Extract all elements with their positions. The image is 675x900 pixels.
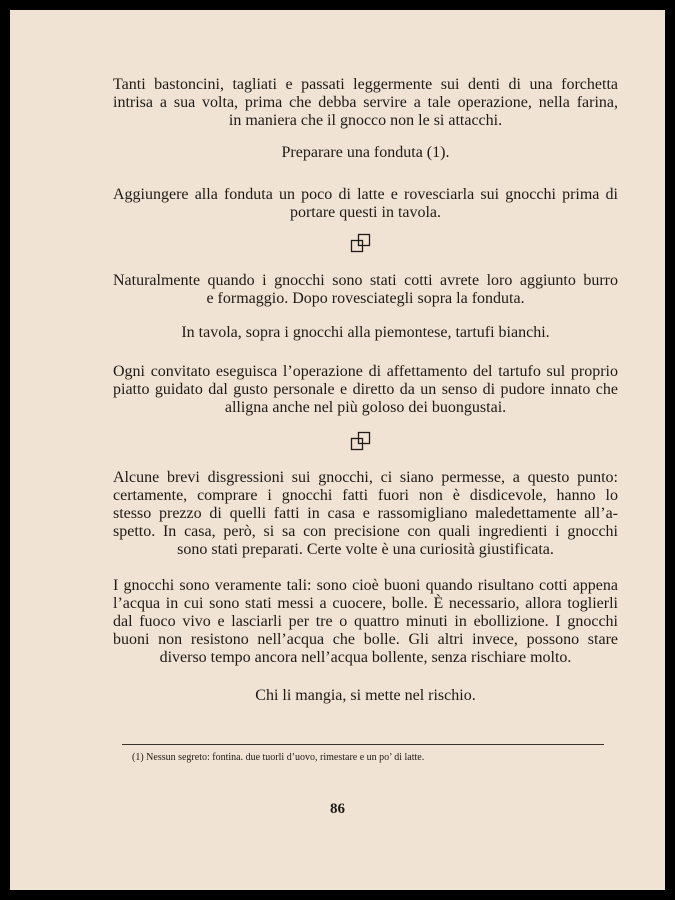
paragraph-3 — [113, 186, 618, 222]
text-line: diverso tempo ancora nell’acqua bollente, senza rischiare molto. — [159, 649, 572, 666]
text-line: Ogni convitato eseguisca l’operazione di affettamento del tartufo sul proprio — [113, 363, 618, 380]
text-line: intrisa a sua volta, prima che debba servire a tale operazione, nella farina, — [113, 94, 618, 111]
text-line: l’acqua in cui sono stati messi a cuocere, bolle. È necessario, allora toglierli — [113, 595, 618, 612]
text-line: dal fuoco vivo e lasciarli per tre o quattro minuti in ebollizione. I gnocchi — [113, 613, 618, 630]
text-line: Naturalmente quando i gnocchi sono stati cotti avrete loro aggiunto burro — [113, 272, 618, 289]
interlocking-squares-icon — [350, 233, 372, 255]
text-line: I gnocchi sono veramente tali: sono cioè buoni quando risultano cotti appena — [113, 577, 618, 594]
text-line: sono stati preparati. Certe volte è una curiosità giustificata. — [177, 541, 554, 558]
paragraph-5 — [113, 324, 618, 342]
paragraph-4 — [113, 272, 618, 308]
page-number: 86 — [330, 801, 345, 817]
text-line: e formaggio. Dopo rovesciategli sopra la fonduta. — [206, 290, 525, 307]
book-page — [10, 10, 665, 890]
paragraph-2 — [113, 144, 618, 162]
text-line: Preparare una fonduta (1). — [281, 144, 450, 161]
text-line: alligna anche nel più goloso dei buongustai. — [224, 399, 507, 416]
text-line: Aggiungere alla fonduta un poco di latte e rovesciarla sui gnocchi prima di — [113, 186, 618, 203]
paragraph-8 — [113, 577, 618, 667]
text-line: Chi li mangia, si mette nel rischio. — [255, 687, 476, 704]
interlocking-squares-icon — [350, 431, 372, 453]
text-line: stesso prezzo di quelli fatti in casa e rassomigliano maledettamente all’a- — [113, 505, 618, 522]
text-line: piatto guidato dal gusto personale e diretto da un senso di pudore innato che — [113, 381, 618, 398]
footnote: (1) Nessun segreto: fontina. due tuorli d’uovo, rimestare e un po’ di latte. — [132, 752, 425, 763]
paragraph-7 — [113, 469, 618, 559]
paragraph-6 — [113, 363, 618, 417]
paragraph-1 — [113, 76, 618, 130]
paragraph-9 — [113, 687, 618, 705]
text-line: spetto. In casa, però, si sa con precisione con quali ingredienti i gnocchi — [113, 523, 618, 540]
text-line: Alcune brevi disgressioni sui gnocchi, ci siano permesse, a questo punto: — [113, 469, 618, 486]
text-line: In tavola, sopra i gnocchi alla piemontese, tartufi bianchi. — [181, 324, 550, 341]
text-line: portare questi in tavola. — [289, 204, 442, 221]
footnote-divider — [122, 744, 604, 745]
text-line: buoni non resistono nell’acqua che bolle. Gli altri invece, possono stare — [113, 631, 618, 648]
text-line: Tanti bastoncini, tagliati e passati leggermente sui denti di una forchetta — [113, 76, 618, 93]
text-line: in maniera che il gnocco non le si attacchi. — [228, 112, 503, 129]
text-line: certamente, comprare i gnocchi fatti fuori non è disdicevole, hanno lo — [113, 487, 618, 504]
